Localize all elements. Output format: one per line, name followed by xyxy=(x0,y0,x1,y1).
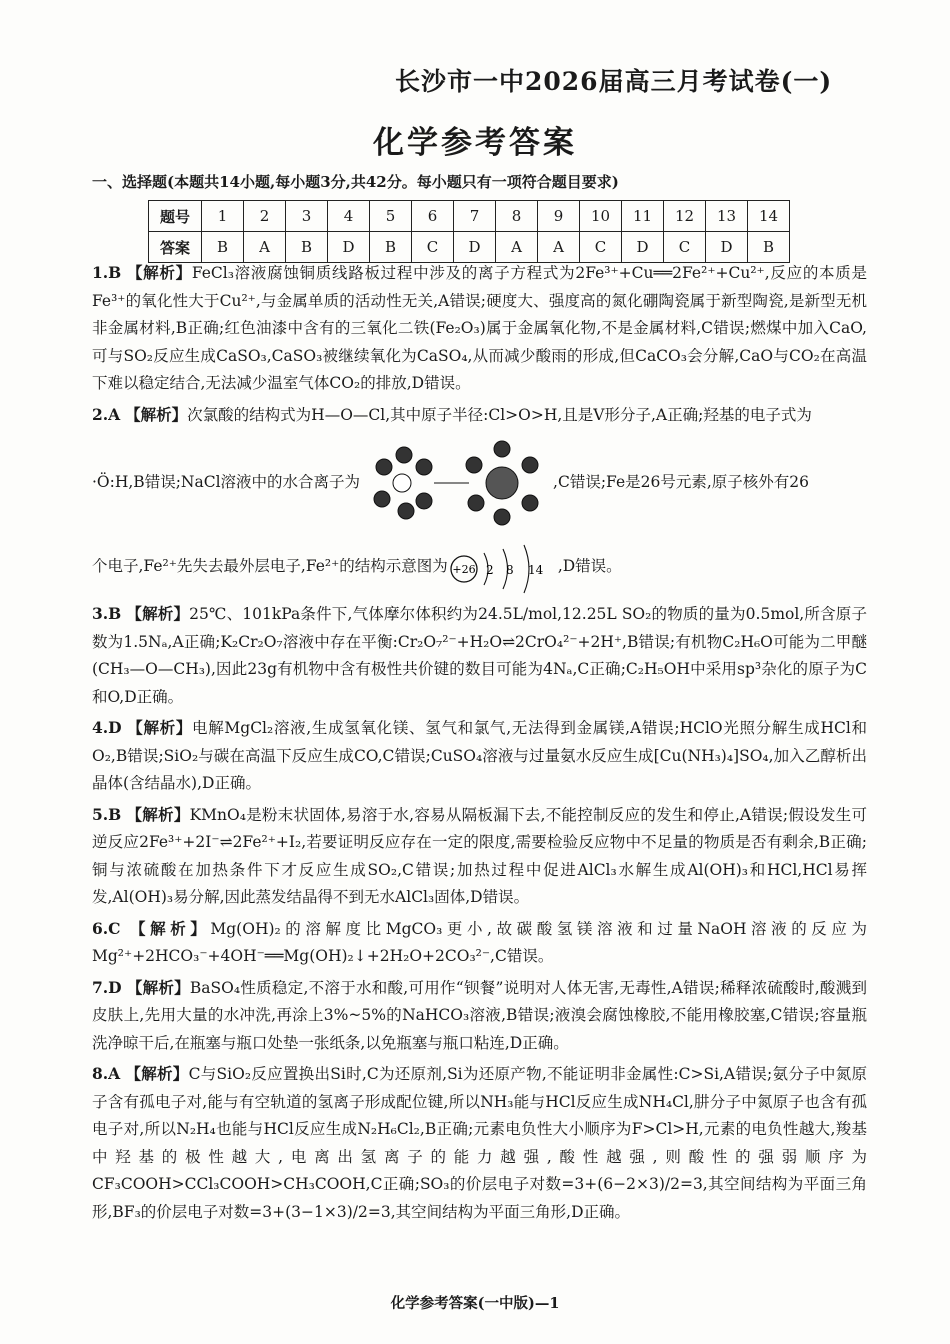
answer-cell: C xyxy=(412,232,454,263)
explanation-8 xyxy=(92,1060,867,1226)
explanation-4 xyxy=(92,714,867,798)
question-number: 10 xyxy=(580,201,622,232)
question-number: 6 xyxy=(412,201,454,232)
question-number: 13 xyxy=(706,201,748,232)
item-number: 7.D xyxy=(92,977,122,997)
analysis-tag: 【解析】 xyxy=(126,977,190,997)
analysis-tag: 【解析】 xyxy=(127,718,193,737)
question-number: 9 xyxy=(538,201,580,232)
answer-cell: B xyxy=(202,232,244,263)
explanations xyxy=(92,259,867,1229)
fe-shell-3: 14 xyxy=(527,563,544,577)
question-number: 11 xyxy=(622,201,664,232)
answer-cell: A xyxy=(538,232,580,263)
item-number: 1.B xyxy=(92,263,122,282)
item-number: 3.B xyxy=(92,604,122,623)
explanation-1 xyxy=(92,259,867,398)
answer-cell: B xyxy=(286,232,328,263)
answer-cell: D xyxy=(706,232,748,263)
question-number: 2 xyxy=(244,201,286,232)
hydrated-ion-row xyxy=(92,435,867,531)
item-number: 4.D xyxy=(92,718,122,737)
table-row-answers xyxy=(149,232,790,263)
explanation-6 xyxy=(92,915,867,971)
answer-cell: B xyxy=(370,232,412,263)
school-title: 长沙市一中2026届高三月考试卷(一) xyxy=(395,67,833,96)
document-title: 化学参考答案 xyxy=(373,125,577,161)
question-number: 7 xyxy=(454,201,496,232)
fe-ion-text: 个电子,Fe²⁺先失去最外层电子,Fe²⁺的结构示意图为 xyxy=(92,557,448,576)
question-number: 1 xyxy=(202,201,244,232)
answer-cell: A xyxy=(244,232,286,263)
fe-ion-tail: ,D错误。 xyxy=(557,557,622,576)
fe-shell-2: 8 xyxy=(505,563,514,577)
question-number: 4 xyxy=(328,201,370,232)
explanation-7 xyxy=(92,974,867,1058)
hydroxyl-electron-formula-text: ·Ö:H,B错误;NaCl溶液中的水合离子为 xyxy=(92,473,361,492)
answer-cell: D xyxy=(454,232,496,263)
hydrated-ion-tail-text: ,C错误;Fe是26号元素,原子核外有26 xyxy=(553,473,810,492)
explanation-text: C与SiO₂反应置换出Si时,C为还原剂,Si为还原产物,不能证明非金属性:C>Si,A错误;氨分子中氮原子含有孤电子对,能与有空轨道的氢离子形成配位键,所以NH₃能与HCl反应生成NH₄Cl,肼分子中氮原子也含有孤电子对,所以N₂H₄也能与HCl反应生成N₂H₆Cl₂,B正确;元素电负性大小顺序为F>Cl>H,元素的电负性越大,羧基中羟基的极性越大,电离出氢离子的能力越强,酸性越强,则酸性的强弱顺序为CF₃COOH>CCl₃COOH>CH₃COOH,C正确;SO₃的价层电子对数=3+(6−2×3)/2=3,其空间结构为平面三角形,BF₃的价层电子对数=3+(3−1×3)/2=3,其空间结构为平面三角形,D正确。 xyxy=(92,1065,867,1221)
answer-cell: B xyxy=(748,232,790,263)
question-number: 3 xyxy=(286,201,328,232)
page-footer: 化学参考答案(一中版)—1 xyxy=(390,1295,560,1312)
analysis-tag: 【解析】 xyxy=(125,1064,189,1083)
item-number: 5.B xyxy=(92,804,122,824)
explanation-3 xyxy=(92,600,867,711)
analysis-tag: 【解析】 xyxy=(126,604,190,623)
answer-cell: C xyxy=(580,232,622,263)
item-number: 2.A xyxy=(92,404,121,424)
analysis-tag: 【解析】 xyxy=(126,263,192,282)
answer-cell: D xyxy=(328,232,370,263)
explanation-text: FeCl₃溶液腐蚀铜质线路板过程中涉及的离子方程式为2Fe³⁺+Cu══2Fe²⁺+Cu²⁺,反应的本质是Fe³⁺的氧化性大于Cu²⁺,与金属单质的活动性无关,A错误;硬度大、强度高的氮化硼陶瓷属于新型陶瓷,是新型无机非金属材料,B正确;红色油漆中含有的三氧化二铁(Fe₂O₃)属于金属氧化物,不是金属材料,C错误;燃煤中加入CaO,可与SO₂反应生成CaSO₃,CaSO₃被继续氧化为CaSO₄,从而减少酸雨的形成,但CaCO₃会分解,CaO与CO₂在高温下难以稳定结合,无法减少温室气体CO₂的排放,D错误。 xyxy=(92,264,867,392)
table-row-numbers xyxy=(149,201,790,232)
explanation-text: 25℃、101kPa条件下,气体摩尔体积约为24.5L/mol,12.25L SO₂的物质的量为0.5mol,所含原子数为1.5Nₐ,A正确;K₂Cr₂O₇溶液中存在平衡:Cr₂O₇²⁻+H₂O⇌2CrO₄²⁻+2H⁺,B错误;有机物C₂H₆O可能为二甲醚(CH₃—O—CH₃),因此23g有机物中含有极性共价键的数目可能为4Nₐ,C正确;C₂H₅OH中采用sp³杂化的原子为C和O,D正确。 xyxy=(92,605,867,706)
section-heading: 一、选择题(本题共14小题,每小题3分,共42分。每小题只有一项符合题目要求) xyxy=(92,173,619,191)
fe-ion-row xyxy=(92,537,867,597)
explanation-text: Mg(OH)₂的溶解度比MgCO₃更小,故碳酸氢镁溶液和过量NaOH溶液的反应为Mg²⁺+2HCO₃⁻+4OH⁻══Mg(OH)₂↓+2H₂O+2CO₃²⁻,C错误。 xyxy=(92,919,867,965)
explanation-text: BaSO₄性质稳定,不溶于水和酸,可用作“钡餐”说明对人体无害,无毒性,A错误;稀释浓硫酸时,酸溅到皮肤上,先用大量的水冲洗,再涂上3%~5%的NaHCO₃溶液,B错误;液溴会腐蚀橡胶,不能用橡胶塞,C错误;容量瓶洗净晾干后,在瓶塞与瓶口处垫一张纸条,以免瓶塞与瓶口粘连,D正确。 xyxy=(92,978,867,1052)
explanation-text: KMnO₄是粉末状固体,易溶于水,容易从隔板漏下去,不能控制反应的发生和停止,A错误;假设发生可逆反应2Fe³⁺+2I⁻⇌2Fe²⁺+I₂,若要证明反应存在一定的限度,需要检验反应物中不足量的物质是否有剩余,B正确;铜与浓硫酸在加热条件下才反应生成SO₂,C错误;加热过程中促进AlCl₃水解生成Al(OH)₃和HCl,HCl易挥发,Al(OH)₃易分解,因此蒸发结晶得不到无水AlCl₃固体,D错误。 xyxy=(92,805,867,906)
fe-shell-1: 2 xyxy=(485,563,494,577)
question-number: 14 xyxy=(748,201,790,232)
hydrated-ion-diagram xyxy=(364,437,549,529)
fe-nucleus-label: +26 xyxy=(452,563,476,576)
question-number: 5 xyxy=(370,201,412,232)
row-label-numbers: 题号 xyxy=(149,201,202,232)
item-number: 6.C xyxy=(92,918,121,938)
answer-cell: D xyxy=(622,232,664,263)
item-number: 8.A xyxy=(92,1064,121,1083)
explanation-text: 电解MgCl₂溶液,生成氢氧化镁、氢气和氯气,无法得到金属镁,A错误;HClO光照分解生成HCl和O₂,B错误;SiO₂与碳在高温下反应生成CO,C错误;CuSO₄溶液与过量氨水反应生成[Cu(NH₃)₄]SO₄,加入乙醇析出晶体(含结晶水),D正确。 xyxy=(92,719,867,792)
analysis-tag: 【解析】 xyxy=(130,918,211,938)
fe2-structure-diagram xyxy=(448,539,558,595)
explanation-2 xyxy=(92,401,867,598)
explanation-text: 次氯酸的结构式为H—O—Cl,其中原子半径:Cl>O>H,且是V形分子,A正确;羟基的电子式为 xyxy=(187,405,812,424)
row-label-answers: 答案 xyxy=(149,232,202,263)
question-number: 12 xyxy=(664,201,706,232)
question-number: 8 xyxy=(496,201,538,232)
analysis-tag: 【解析】 xyxy=(125,404,188,424)
answer-table xyxy=(148,200,790,263)
explanation-5 xyxy=(92,801,867,912)
answer-cell: C xyxy=(664,232,706,263)
analysis-tag: 【解析】 xyxy=(126,804,190,824)
answer-cell: A xyxy=(496,232,538,263)
